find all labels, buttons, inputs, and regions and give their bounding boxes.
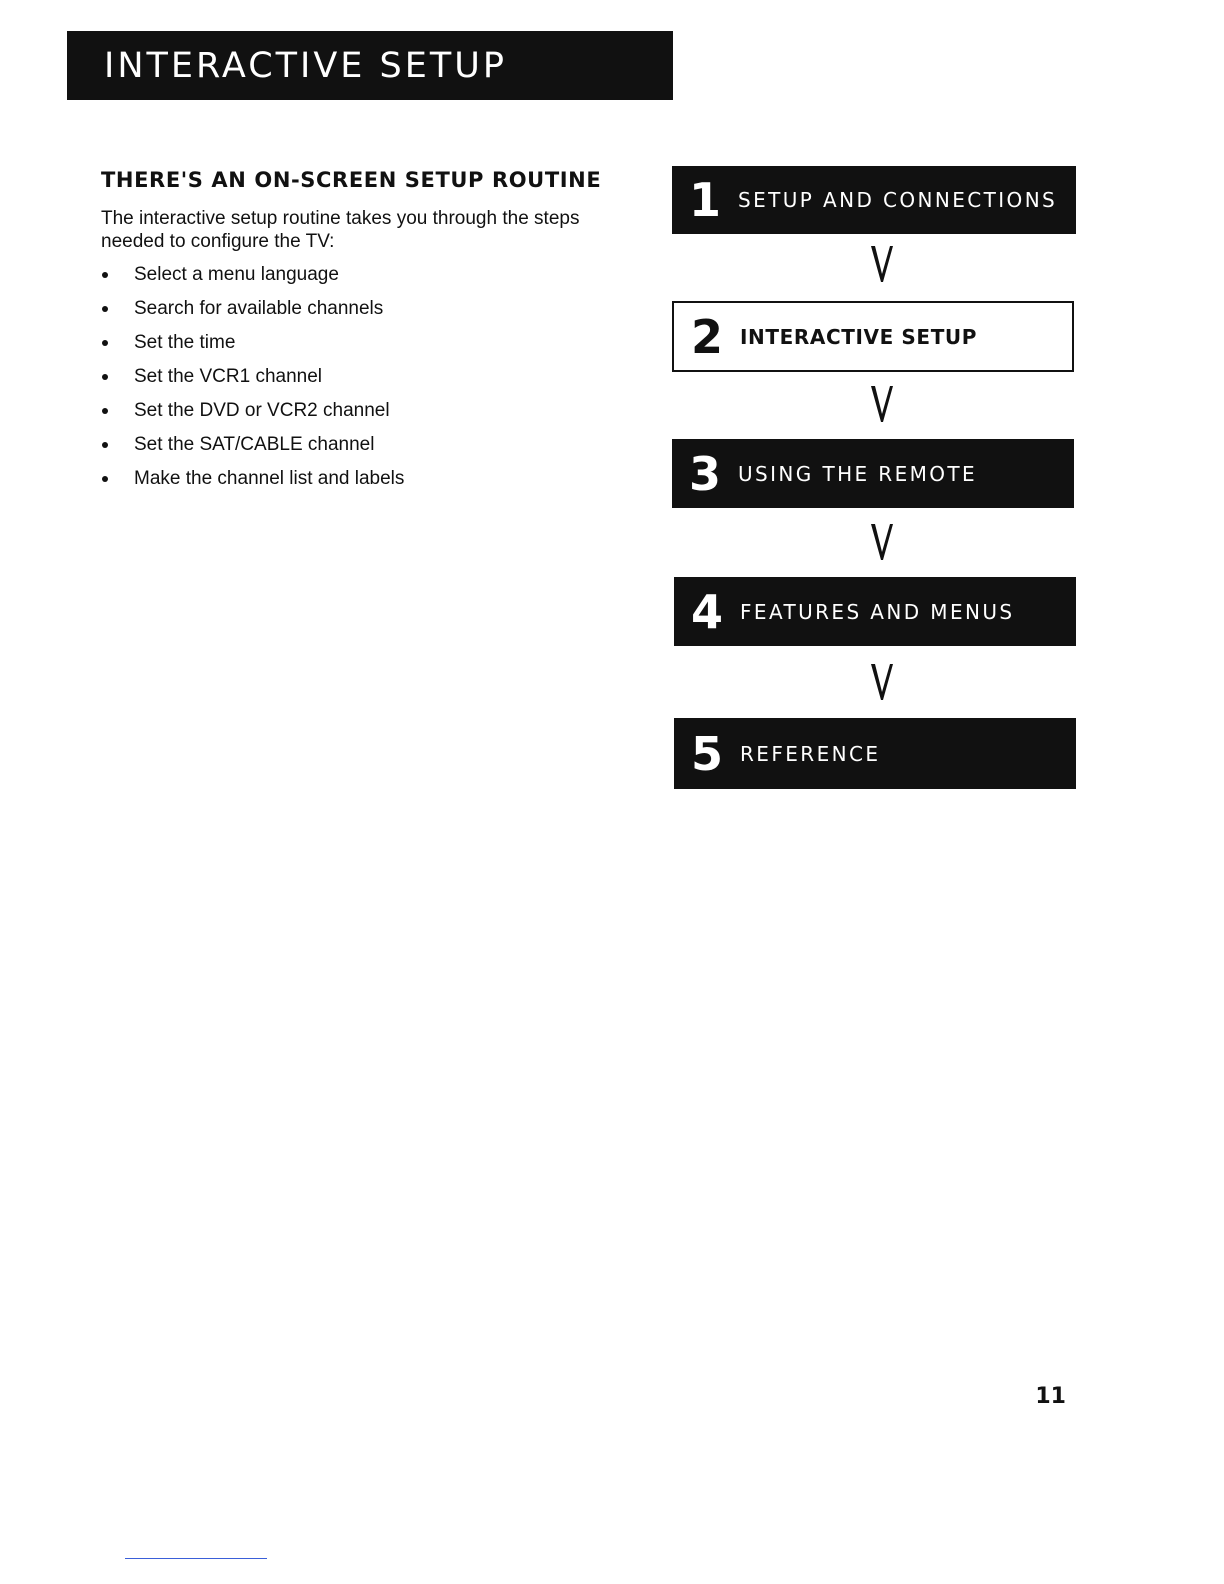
step-number: 1 xyxy=(688,173,721,227)
list-item-text: Select a menu language xyxy=(134,264,339,285)
list-item-text: Make the channel list and labels xyxy=(134,468,405,489)
chapter-step-3 xyxy=(672,439,1074,508)
chapter-step-5 xyxy=(674,718,1076,789)
bottom-rule xyxy=(125,1558,267,1559)
arrow-down-icon xyxy=(870,244,894,284)
list-item-text: Set the SAT/CABLE channel xyxy=(134,434,375,455)
page-number: 11 xyxy=(1035,1384,1066,1409)
intro-paragraph: The interactive setup routine takes you through the steps needed to configure the TV: xyxy=(101,208,580,252)
section-heading: THERE'S AN ON-SCREEN SETUP ROUTINE xyxy=(101,168,602,192)
list-item-text: Set the time xyxy=(134,332,236,353)
arrow-down-icon xyxy=(870,384,894,424)
step-label: SETUP AND CONNECTIONS xyxy=(738,188,1058,212)
chapter-step-2 xyxy=(672,301,1074,372)
step-number: 4 xyxy=(690,584,723,639)
step-number: 5 xyxy=(690,726,723,781)
chapter-step-1 xyxy=(672,166,1076,234)
arrow-down-icon xyxy=(870,662,894,702)
arrow-down-icon xyxy=(870,522,894,562)
step-label: INTERACTIVE SETUP xyxy=(740,324,978,349)
page-title: INTERACTIVE SETUP xyxy=(104,45,507,86)
list-item-text: Set the DVD or VCR2 channel xyxy=(134,400,390,421)
list-item-text: Search for available channels xyxy=(134,298,384,319)
chapter-step-4 xyxy=(674,577,1076,646)
step-label: USING THE REMOTE xyxy=(738,461,978,486)
list-item-text: Set the VCR1 channel xyxy=(134,366,323,387)
step-number: 2 xyxy=(690,309,723,364)
step-number: 3 xyxy=(688,446,721,501)
step-label: REFERENCE xyxy=(740,741,881,766)
step-label: FEATURES AND MENUS xyxy=(740,599,1015,624)
